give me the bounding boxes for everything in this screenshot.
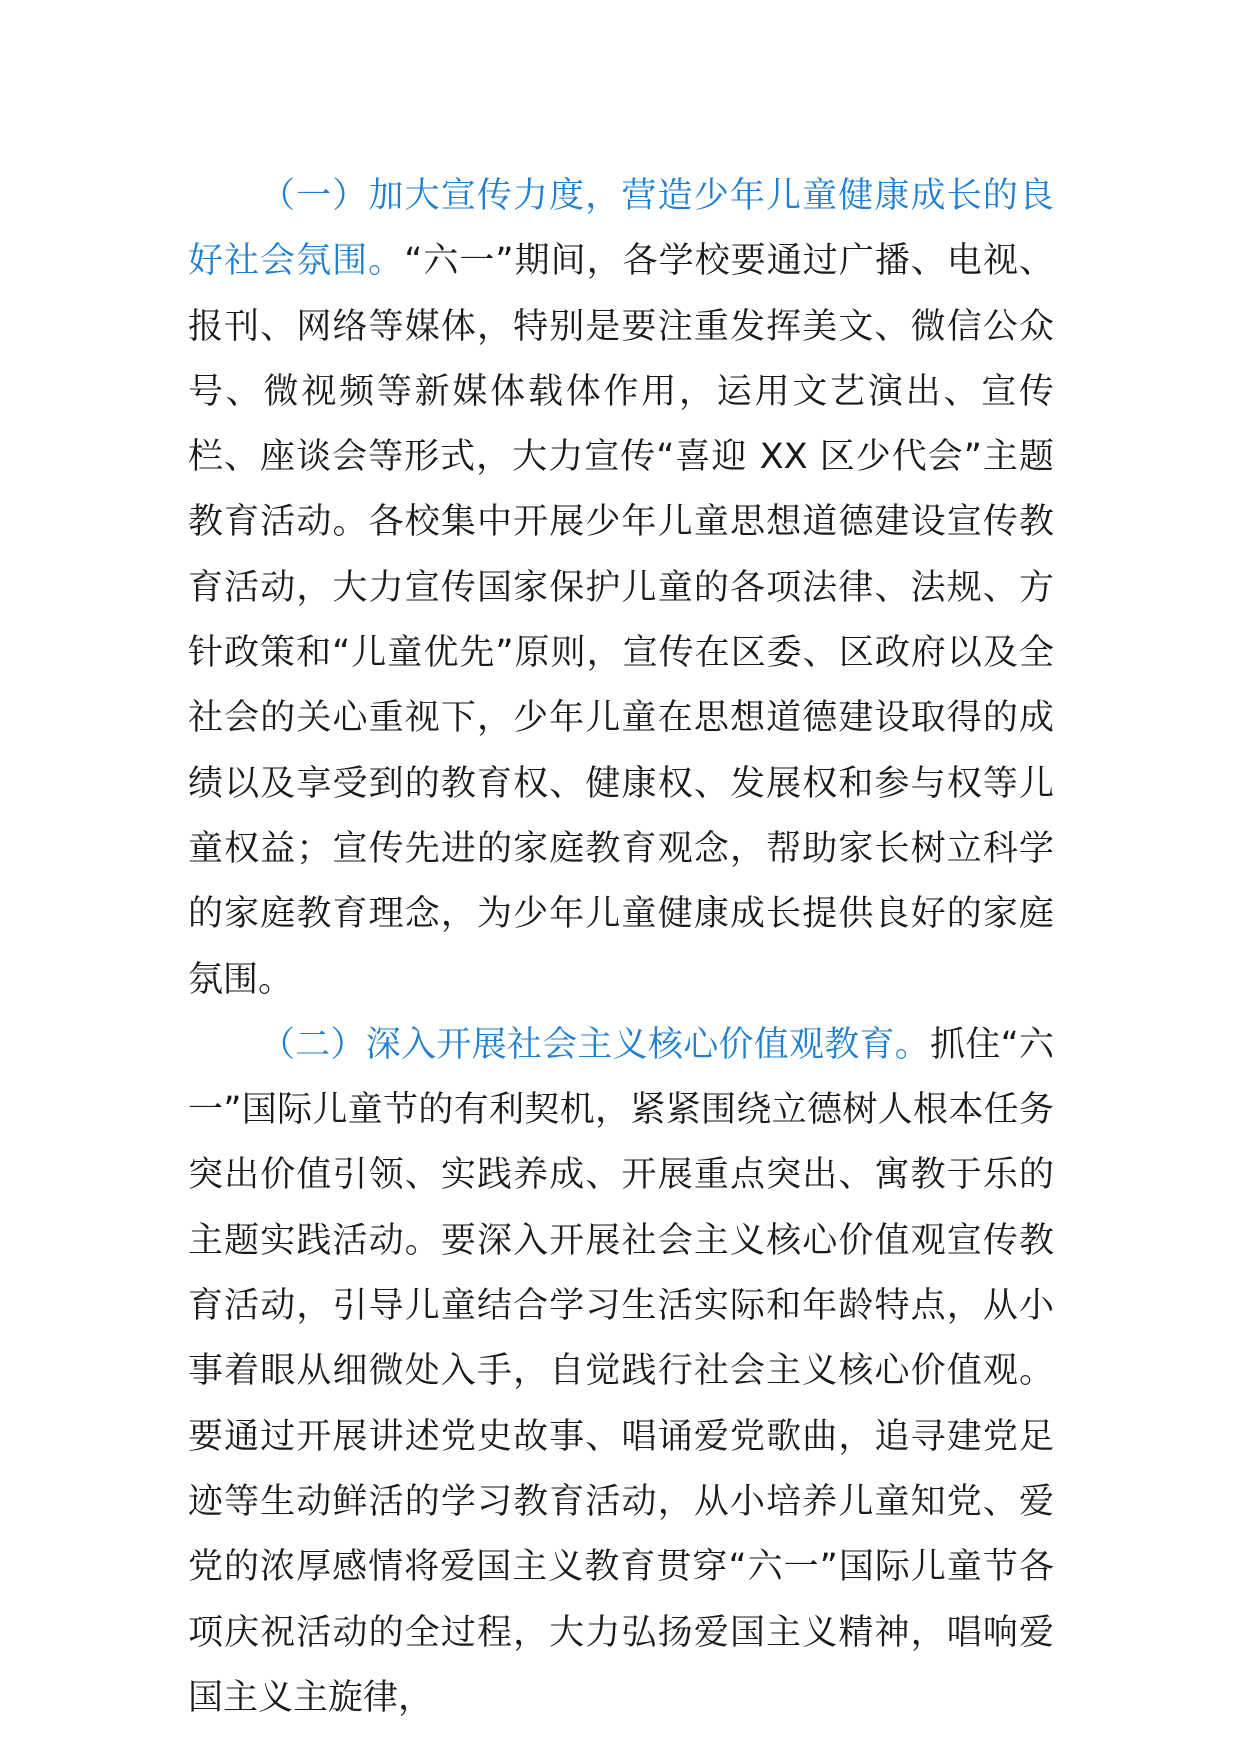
paragraph-publicity bbox=[188, 164, 1054, 1013]
paragraph-body-2: 抓住“六一”国际儿童节的有利契机，紧紧围绕立德树人根本任务突出价值引领、实践养成、开展重点突出、寓教于乐的主题实践活动。要深入开展社会主义核心价值观宣传教育活动，引导儿童结合学习生活实际和年龄特点，从小事着眼从细微处入手，自觉践行社会主义核心价值观。要通过开展讲述党史故事、唱诵爱党歌曲，追寻建党足迹等生动鲜活的学习教育活动，从小培养儿童知党、爱党的浓厚感情将爱国主义教育贯穿“六一”国际儿童节各项庆祝活动的全过程，大力弘扬爱国主义精神，唱响爱国主义主旋律， bbox=[188, 1024, 1054, 1718]
paragraph-body-1: “六一”期间，各学校要通过广播、电视、报刊、网络等媒体，特别是要注重发挥美文、微信公众号、微视频等新媒体载体作用，运用文艺演出、宣传栏、座谈会等形式，大力宣传“喜迎 XX 区少代会”主题教育活动。各校集中开展少年儿童思想道德建设宣传教育活动，大力宣传国家保护儿童的各项法律、法规、方针政策和“儿童优先”原则，宣传在区委、区政府以及全社会的关心重视下，少年儿童在思想道德建设取得的成绩以及享受到的教育权、健康权、发展权和参与权等儿童权益；宣传先进的家庭教育观念，帮助家长树立科学的家庭教育理念，为少年儿童健康成长提供良好的家庭氛围。 bbox=[188, 241, 1054, 1000]
section-heading-1: （一）加大宣传力度，营造少年儿童健康成长的良好社会氛围。 bbox=[188, 176, 1054, 282]
document-body bbox=[188, 164, 1054, 1731]
section-heading-2: （二）深入开展社会主义核心价值观教育。 bbox=[260, 1024, 931, 1065]
paragraph-core-values bbox=[188, 1013, 1054, 1731]
